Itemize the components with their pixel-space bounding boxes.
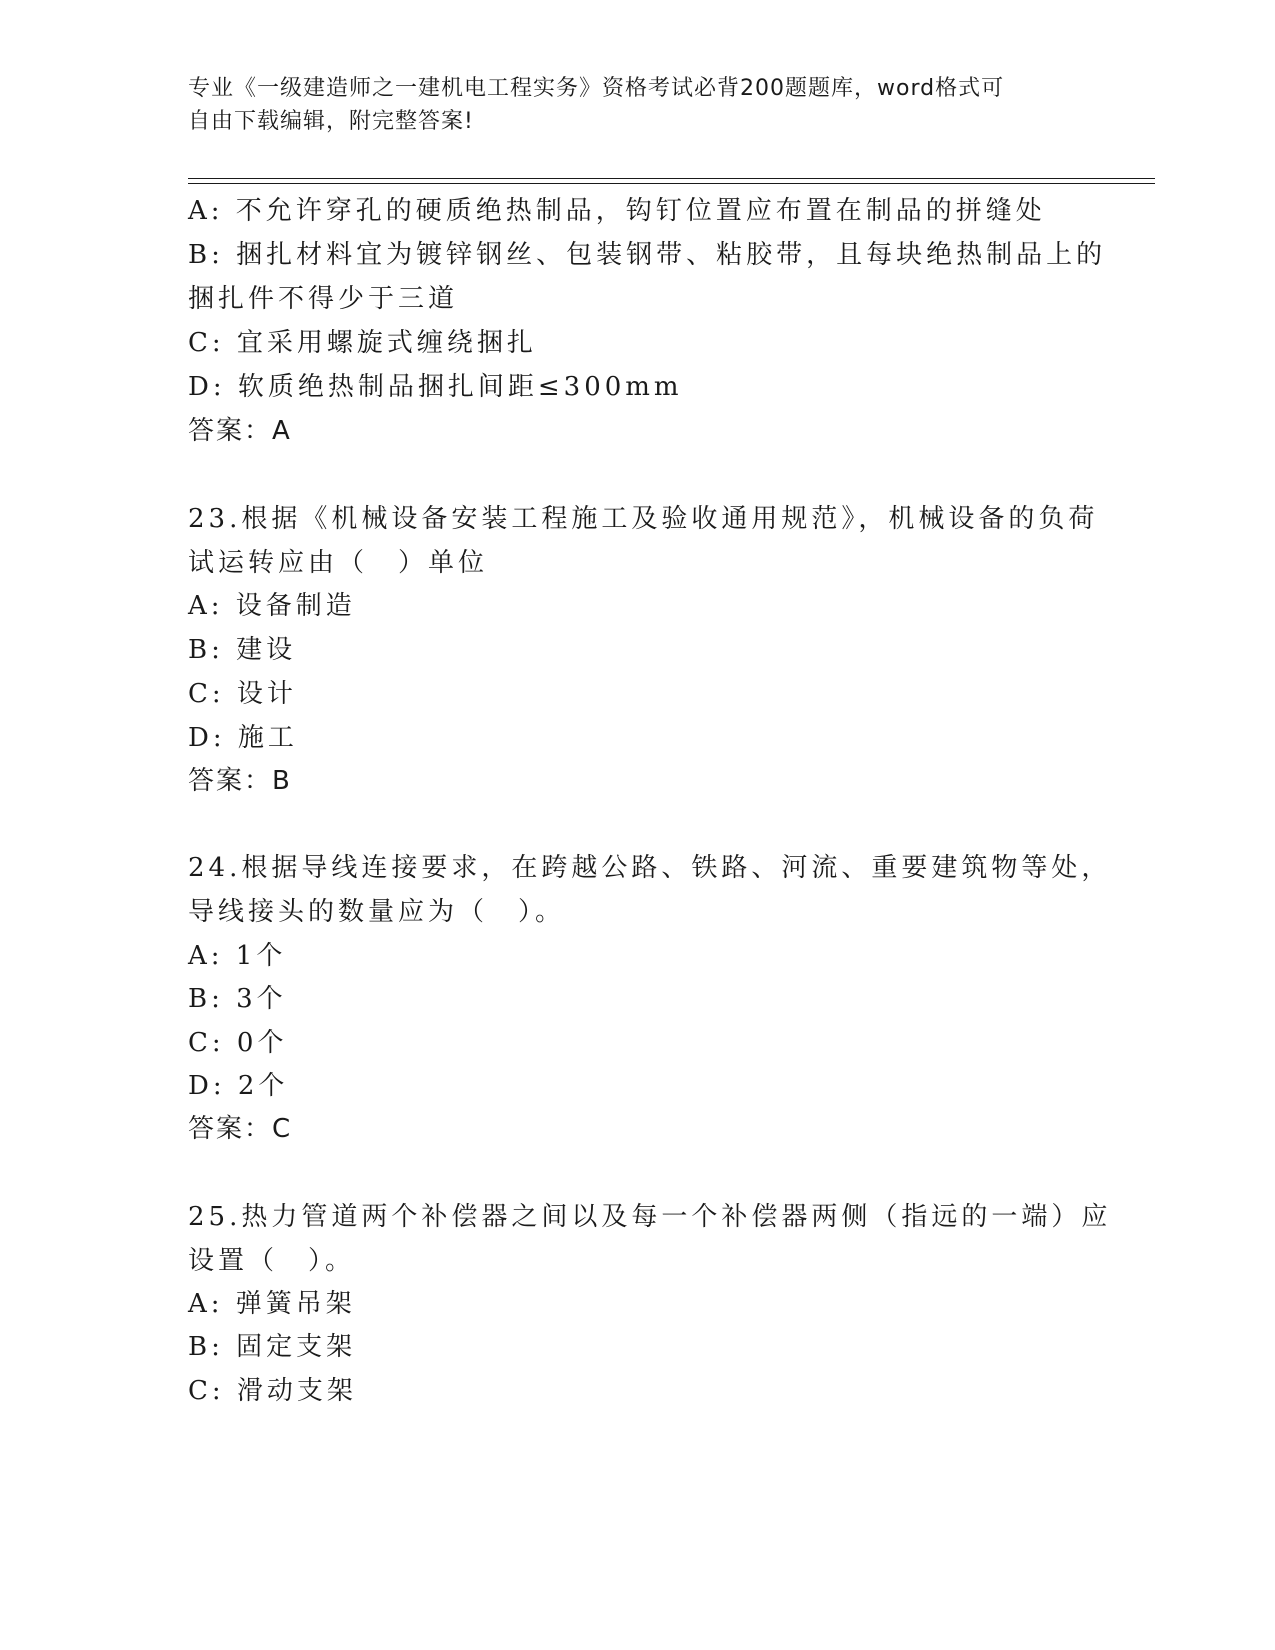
header-line-2: 自由下载编辑，附完整答案!: [188, 109, 474, 134]
q22-option-d: D: 软质绝热制品捆扎间距≤300mm: [188, 372, 683, 402]
q24-stem-line1: 24.根据导线连接要求，在跨越公路、铁路、河流、重要建筑物等处，: [188, 853, 1112, 883]
q22-answer: 答案：A: [188, 416, 292, 446]
q23-option-b: B: 建设: [188, 635, 297, 665]
q23-option-d: D: 施工: [188, 723, 298, 753]
q24-answer: 答案：C: [188, 1114, 293, 1144]
q24-option-b: B: 3个: [188, 984, 287, 1014]
q22-option-a: A: 不允许穿孔的硬质绝热制品，钩钉位置应布置在制品的拼缝处: [188, 196, 1046, 226]
q24-option-a: A: 1个: [188, 941, 287, 971]
header-divider-top: [188, 178, 1155, 179]
q25-option-a: A: 弹簧吊架: [188, 1289, 356, 1319]
q24-option-c: C: 0个: [188, 1028, 288, 1058]
q23-stem-line1: 23.根据《机械设备安装工程施工及验收通用规范》，机械设备的负荷: [188, 504, 1099, 534]
q23-option-a: A: 设备制造: [188, 591, 356, 621]
q24-option-d: D: 2个: [188, 1071, 289, 1101]
document-header: [188, 72, 1068, 138]
q23-option-c: C: 设计: [188, 679, 297, 709]
q25-stem-line1: 25.热力管道两个补偿器之间以及每一个补偿器两侧（指远的一端）应: [188, 1202, 1112, 1232]
header-divider-bottom: [188, 183, 1155, 184]
header-line-1: 专业《一级建造师之一建机电工程实务》资格考试必背200题题库，word格式可: [188, 76, 1005, 101]
q22-option-b-line1: B: 捆扎材料宜为镀锌钢丝、包装钢带、粘胶带，且每块绝热制品上的: [188, 240, 1107, 270]
q22-option-b-line2: 捆扎件不得少于三道: [188, 284, 459, 314]
q25-option-c: C: 滑动支架: [188, 1376, 357, 1406]
q24-stem-line2: 导线接头的数量应为（ ）。: [188, 897, 566, 927]
q23-answer: 答案：B: [188, 766, 292, 796]
q25-stem-line2: 设置（ ）。: [188, 1246, 356, 1276]
q23-stem-line2: 试运转应由（ ）单位: [188, 548, 489, 578]
q22-option-c: C: 宜采用螺旋式缠绕捆扎: [188, 328, 537, 358]
q25-option-b: B: 固定支架: [188, 1332, 357, 1362]
